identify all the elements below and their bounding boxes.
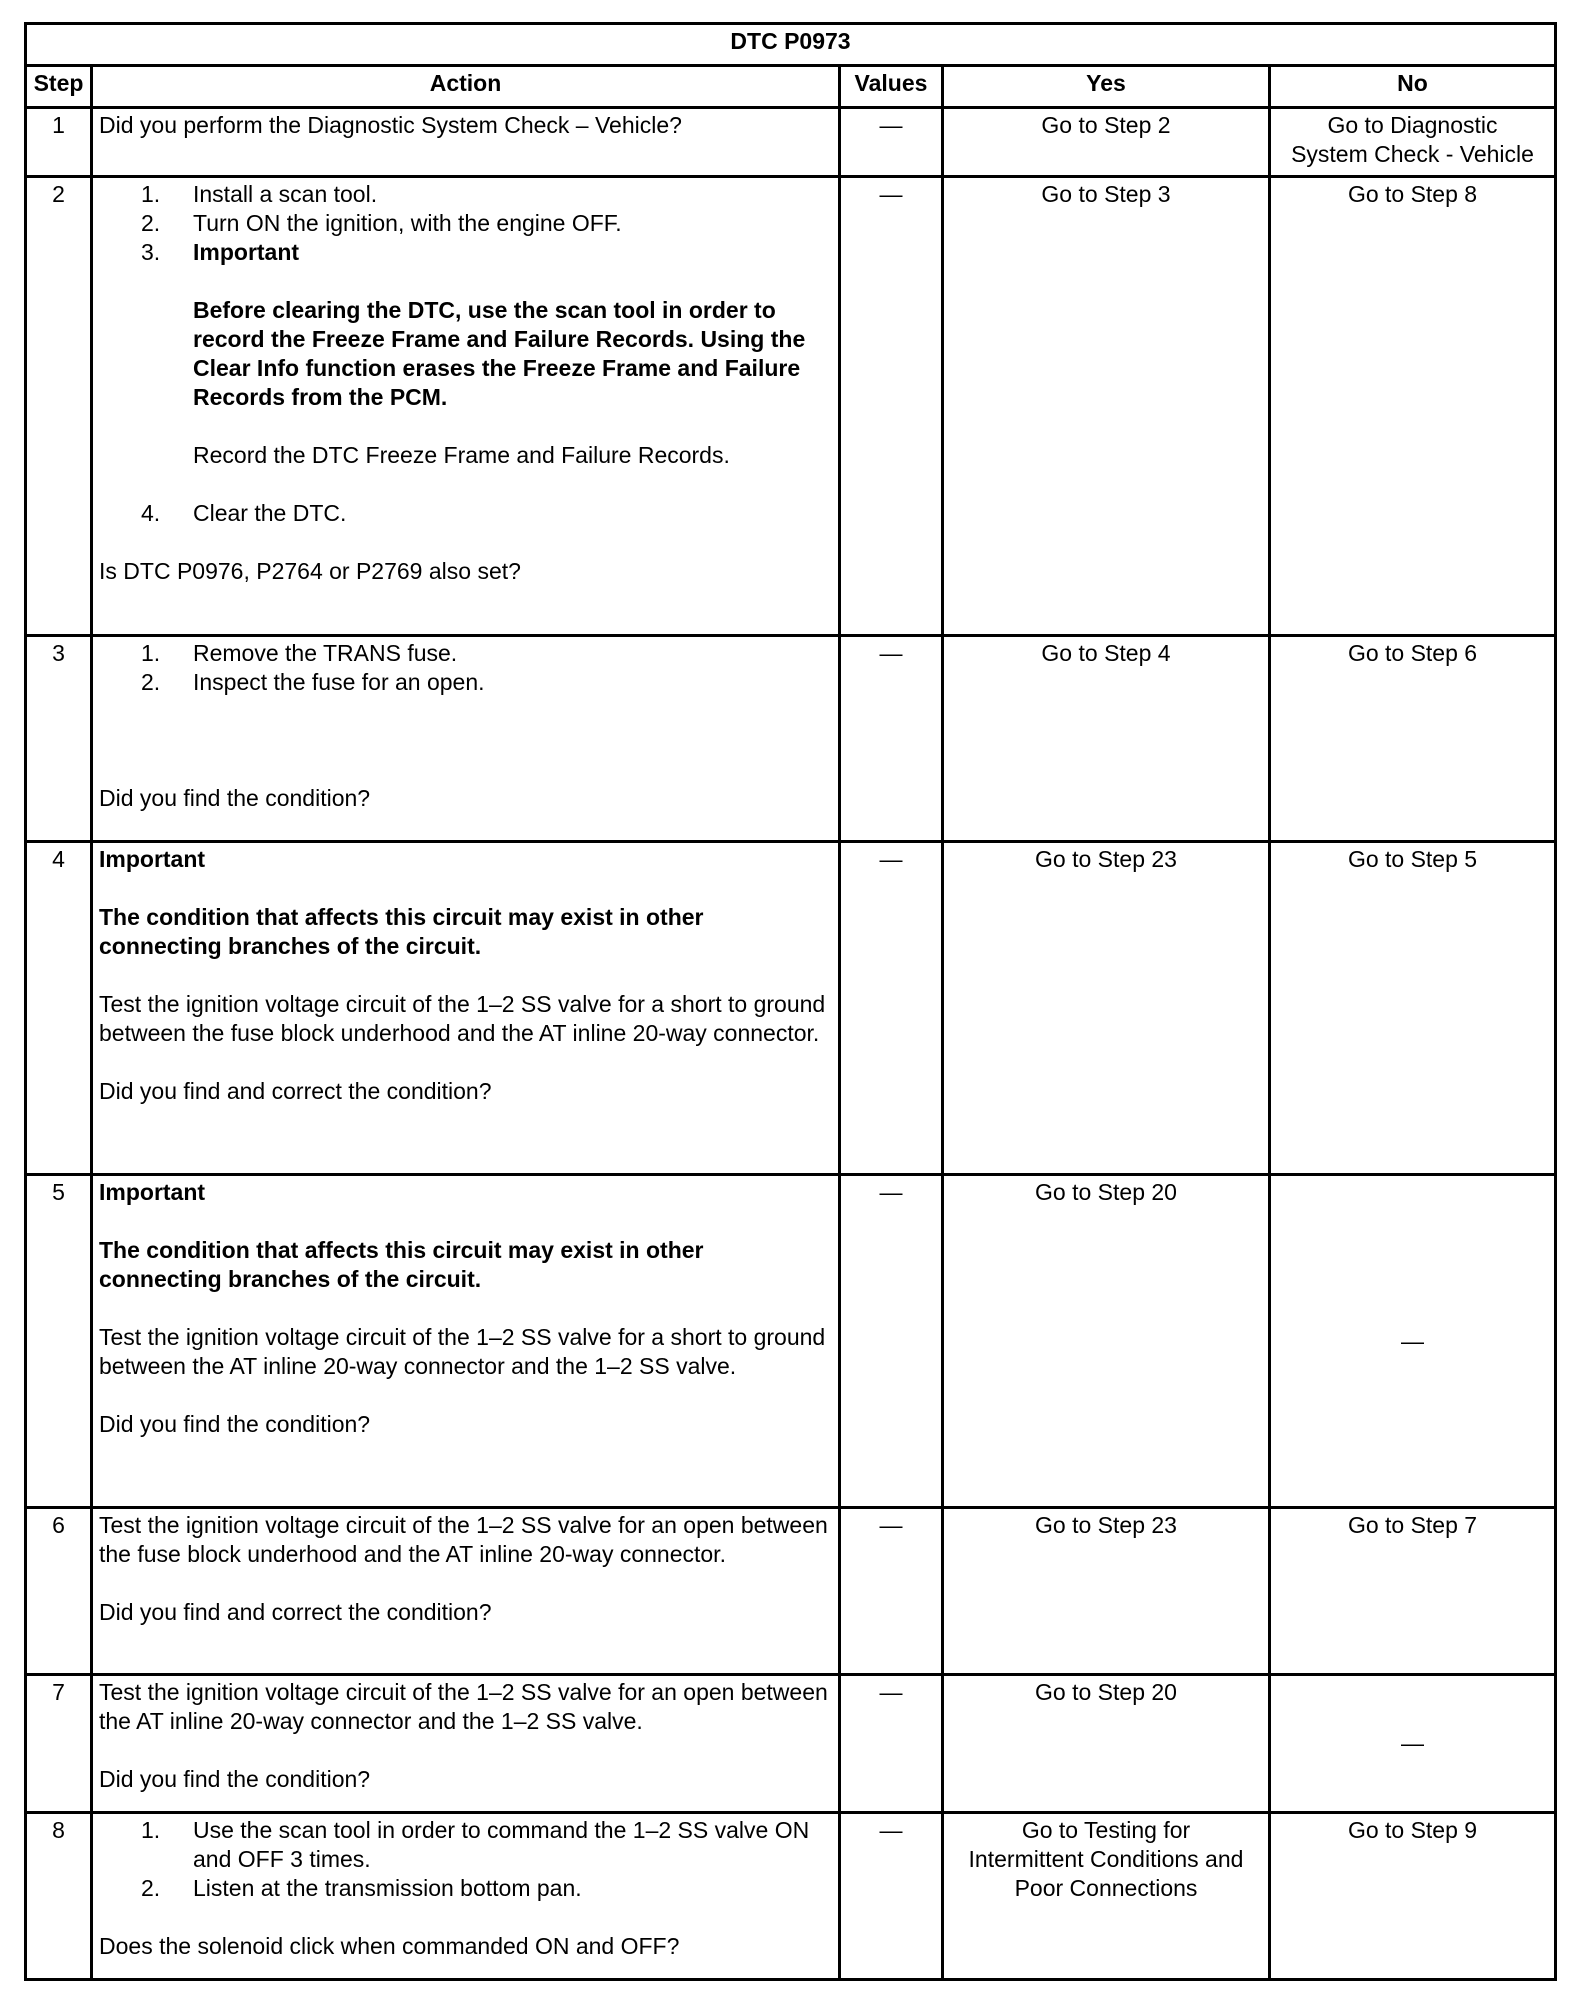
no-cell xyxy=(1270,177,1556,636)
list-text: Inspect the fuse for an open. xyxy=(193,669,485,695)
table-row xyxy=(26,108,1556,177)
step-number: 4 xyxy=(26,842,92,1175)
no-cell xyxy=(1270,108,1556,177)
values-cell xyxy=(840,1175,943,1508)
yes-cell xyxy=(943,1175,1270,1508)
yes-link[interactable]: Go to Step 3 xyxy=(1041,181,1171,207)
yes-link-line2[interactable]: Intermittent Conditions and xyxy=(968,1846,1244,1872)
list-number: 1. xyxy=(141,1817,161,1843)
no-link-line2[interactable]: System Check - Vehicle xyxy=(1291,141,1534,167)
no-link[interactable]: Go to Step 7 xyxy=(1347,1512,1478,1538)
action-cell xyxy=(92,1175,840,1508)
step-number: 8 xyxy=(26,1813,92,1980)
test-text: Test the ignition voltage circuit of the 1–2 SS valve for an open between the fuse block underhood and the AT inline 20-way connector. xyxy=(99,1512,828,1567)
header-action: Action xyxy=(92,66,840,108)
yes-link[interactable]: Go to Step 23 xyxy=(1035,1512,1177,1538)
no-link[interactable]: Go to Step 6 xyxy=(1347,640,1478,666)
table-row xyxy=(26,1813,1556,1980)
values-cell xyxy=(840,177,943,636)
list-number: 2. xyxy=(141,1875,161,1901)
list-number: 1. xyxy=(141,181,161,207)
important-text: The condition that affects this circuit may exist in other connecting branches of the circuit. xyxy=(99,1237,704,1292)
action-cell xyxy=(92,636,840,842)
step-number: 5 xyxy=(26,1175,92,1508)
record-text: Record the DTC Freeze Frame and Failure Records. xyxy=(193,442,730,468)
no-link[interactable]: Go to Step 9 xyxy=(1347,1817,1478,1843)
yes-link[interactable]: Go to Step 20 xyxy=(1035,1179,1177,1205)
no-cell xyxy=(1270,1813,1556,1980)
dash-mark: — xyxy=(879,1817,903,1843)
header-yes: Yes xyxy=(943,66,1270,108)
yes-cell xyxy=(943,177,1270,636)
dtc-table xyxy=(24,22,1557,1981)
table-row xyxy=(26,177,1556,636)
no-dash: — xyxy=(1401,1327,1424,1354)
yes-link-line1[interactable]: Go to Testing for xyxy=(1021,1817,1191,1843)
list-item xyxy=(99,180,832,209)
action-cell xyxy=(92,108,840,177)
test-text: Test the ignition voltage circuit of the 1–2 SS valve for a short to ground between the AT inline 20-way connector and the 1–2 SS valve. xyxy=(99,1324,826,1379)
no-cell xyxy=(1270,842,1556,1175)
step-number: 1 xyxy=(26,108,92,177)
list-text: Listen at the transmission bottom pan. xyxy=(193,1875,582,1901)
dash-mark: — xyxy=(879,1512,903,1538)
header-values: Values xyxy=(840,66,943,108)
header-no: No xyxy=(1270,66,1556,108)
list-item xyxy=(99,1816,832,1874)
list-number: 2. xyxy=(141,669,161,695)
important-label: Important xyxy=(99,846,206,872)
table-title: DTC P0973 xyxy=(26,24,1556,66)
list-item xyxy=(99,499,832,528)
step-number: 3 xyxy=(26,636,92,842)
yes-link[interactable]: Go to Step 23 xyxy=(1035,846,1177,872)
action-question: Did you find and correct the condition? xyxy=(99,1078,492,1104)
dash-mark: — xyxy=(879,181,903,207)
step-number: 7 xyxy=(26,1675,92,1813)
values-cell xyxy=(840,1813,943,1980)
list-number: 3. xyxy=(141,239,161,265)
yes-link[interactable]: Go to Step 20 xyxy=(1035,1679,1177,1705)
values-cell xyxy=(840,1508,943,1675)
important-text: Before clearing the DTC, use the scan tool in order to record the Freeze Frame and Failure Records. Using the Clear Info function erases the Freeze Frame and Failure Records from the PCM. xyxy=(193,297,806,410)
no-cell xyxy=(1270,1675,1556,1813)
yes-link[interactable]: Go to Step 2 xyxy=(1041,112,1171,138)
yes-cell xyxy=(943,108,1270,177)
no-link[interactable]: Go to Step 8 xyxy=(1347,181,1478,207)
test-text: Test the ignition voltage circuit of the 1–2 SS valve for a short to ground between the fuse block underhood and the AT inline 20-way connector. xyxy=(99,991,826,1046)
action-cell xyxy=(92,177,840,636)
action-cell xyxy=(92,1813,840,1980)
no-dash: — xyxy=(1401,1730,1424,1756)
values-cell xyxy=(840,636,943,842)
header-row xyxy=(26,66,1556,108)
table-row xyxy=(26,1175,1556,1508)
no-link[interactable]: Go to Step 5 xyxy=(1347,846,1478,872)
list-number: 4. xyxy=(141,500,161,526)
action-question: Did you find the condition? xyxy=(99,1411,371,1437)
dash-mark: — xyxy=(879,1179,903,1205)
values-cell xyxy=(840,1675,943,1813)
table-row xyxy=(26,842,1556,1175)
values-cell xyxy=(840,108,943,177)
important-label: Important xyxy=(193,239,300,265)
list-text: Install a scan tool. xyxy=(193,181,378,207)
yes-link[interactable]: Go to Step 4 xyxy=(1041,640,1171,666)
no-cell xyxy=(1270,1508,1556,1675)
list-text: Remove the TRANS fuse. xyxy=(193,640,458,666)
list-item xyxy=(99,668,832,697)
yes-cell xyxy=(943,1675,1270,1813)
action-cell xyxy=(92,1675,840,1813)
step-number: 6 xyxy=(26,1508,92,1675)
header-step: Step xyxy=(26,66,92,108)
important-label: Important xyxy=(99,1179,206,1205)
no-cell xyxy=(1270,636,1556,842)
action-question: Did you find the condition? xyxy=(99,1766,371,1792)
table-row xyxy=(26,1508,1556,1675)
dash-mark: — xyxy=(879,1679,903,1705)
action-cell xyxy=(92,842,840,1175)
yes-cell xyxy=(943,636,1270,842)
action-question: Is DTC P0976, P2764 or P2769 also set? xyxy=(99,558,521,584)
action-cell xyxy=(92,1508,840,1675)
list-item xyxy=(99,209,832,238)
test-text: Test the ignition voltage circuit of the 1–2 SS valve for an open between the AT inline 20-way connector and the 1–2 SS valve. xyxy=(99,1679,828,1734)
dash-mark: — xyxy=(879,112,903,138)
list-text: Use the scan tool in order to command the 1–2 SS valve ON and OFF 3 times. xyxy=(193,1817,810,1872)
action-question: Did you perform the Diagnostic System Check – Vehicle? xyxy=(99,112,682,138)
dash-mark: — xyxy=(879,640,903,666)
yes-link-line3[interactable]: Poor Connections xyxy=(1014,1875,1198,1901)
important-text: The condition that affects this circuit may exist in other connecting branches of the circuit. xyxy=(99,904,704,959)
table-row xyxy=(26,636,1556,842)
list-text: Clear the DTC. xyxy=(193,500,347,526)
action-question: Does the solenoid click when commanded ON and OFF? xyxy=(99,1933,680,1959)
list-item xyxy=(99,238,832,267)
step-number: 2 xyxy=(26,177,92,636)
dash-mark: — xyxy=(879,846,903,872)
list-text: Turn ON the ignition, with the engine OFF. xyxy=(193,210,622,236)
yes-cell xyxy=(943,842,1270,1175)
list-number: 2. xyxy=(141,210,161,236)
table-row xyxy=(26,1675,1556,1813)
no-cell xyxy=(1270,1175,1556,1508)
action-question: Did you find the condition? xyxy=(99,785,371,811)
list-item xyxy=(99,639,832,668)
action-question: Did you find and correct the condition? xyxy=(99,1599,492,1625)
yes-cell xyxy=(943,1813,1270,1980)
yes-cell xyxy=(943,1508,1270,1675)
no-link-line1[interactable]: Go to Diagnostic xyxy=(1327,112,1498,138)
list-item xyxy=(99,1874,832,1903)
values-cell xyxy=(840,842,943,1175)
list-number: 1. xyxy=(141,640,161,666)
